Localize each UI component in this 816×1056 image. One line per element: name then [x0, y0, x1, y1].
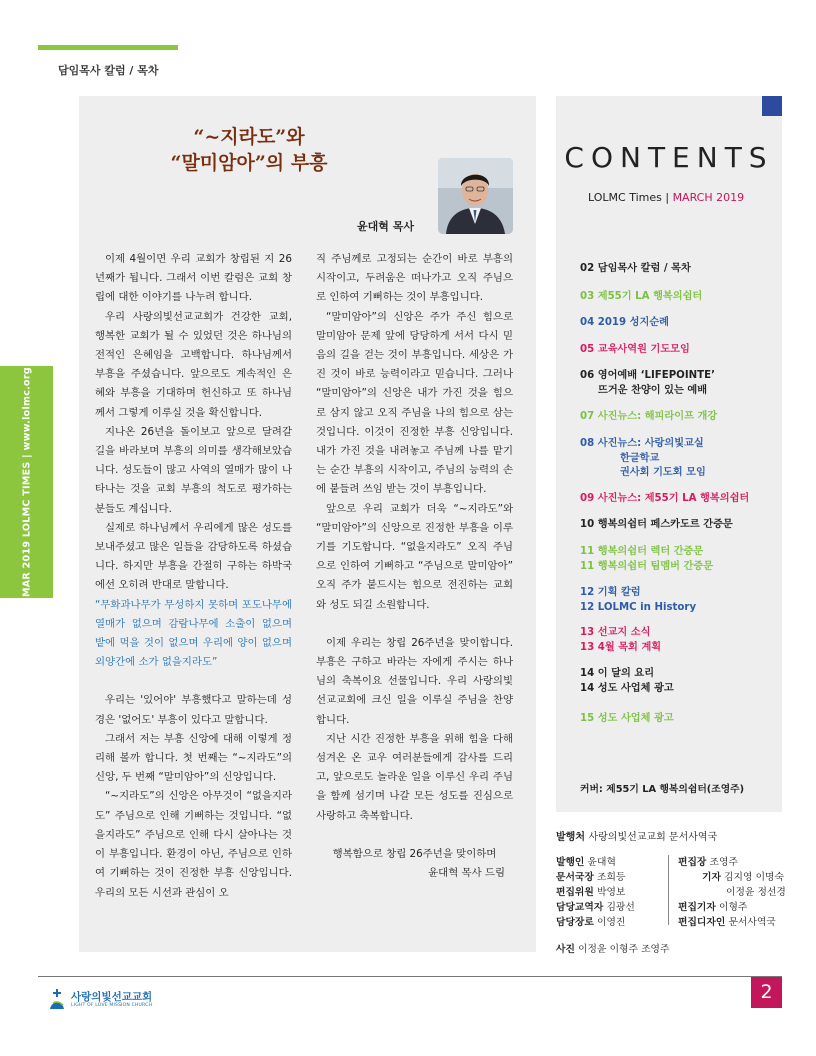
top-accent-bar [38, 45, 178, 50]
staff-row: 문서국장 조희등 [556, 872, 626, 883]
article-panel [79, 96, 536, 952]
article-title-line1: “~지라도”와 [193, 126, 305, 148]
side-tab-text: MAR 2019 LOLMC TIMES | www.lolmc.org [21, 367, 32, 597]
staff-row: 편집디자인 문서사역국 [678, 917, 776, 928]
staff-row: 담당교역자 김광선 [556, 902, 635, 913]
toc-item[interactable]: 11 행복의쉼터 렉터 간증문 11 행복의쉼터 팀멤버 간증문 [580, 546, 714, 572]
paragraph: 우리 사랑의빛선교교회가 건강한 교회, 행복한 교회가 될 수 있었던 것은 하나님의 전적인 은혜임을 고백합니다. 하나님께서 부흥을 주셨습니다. 앞으로도 계속적인 은혜와 부흥을 기대하며 헌신하고 또 하나님께서 그렇게 이루실 것을 확신합니다. [95, 310, 292, 419]
photo-credit: 사진 이정윤 이형주 조영주 [556, 944, 670, 955]
church-logo-icon [48, 988, 66, 1010]
accent-square [762, 96, 782, 116]
paragraph: 앞으로 우리 교회가 더욱 “~지라도”와 “말미암아”의 신앙으로 진정한 부흥을 이루기를 기도합니다. “없을지라도” 오직 주님으로 인하여 기뻐하고 “주님으로 말미암아” 오직 주가 붙드시는 힘으로 전진하는 교회와 성도 되길 소원합니다. [316, 502, 513, 611]
toc-item[interactable]: 02 담임목사 칼럼 / 목차 [580, 263, 691, 274]
staff-row: 편집장 조영주 [678, 857, 738, 868]
staff-list-left [556, 855, 635, 930]
staff-row: 편집기자 이형주 [678, 902, 748, 913]
author-photo [438, 158, 513, 234]
closing-signature: 윤대혁 목사 드림 [428, 867, 505, 880]
staff-row: 기자 김지영 이명숙 [702, 872, 784, 883]
toc-item[interactable]: 08 사진뉴스: 사랑의빛교실 한글학교 권사회 기도회 모임 [580, 438, 706, 478]
staff-row: 이정윤 정선경 [726, 887, 786, 898]
paragraph: 우리는 '있어야' 부흥했다고 말하는데 성경은 '없어도' 부흥이 있다고 말합니다. [95, 694, 292, 726]
toc-item[interactable]: 10 행복의쉼터 페스카도르 간증문 [580, 519, 733, 530]
issue-date: MARCH 2019 [672, 191, 745, 204]
toc-item[interactable]: 04 2019 성지순례 [580, 317, 669, 328]
paragraph: 지나온 26년을 돌이보고 앞으로 달려갈 길을 바라보며 부흥의 의미를 생각해보았습니다. 성도들이 많고 사역의 열매가 많이 나타나는 것을 교회 부흥의 척도로 평가하는 분들도 계십니다. [95, 425, 292, 515]
toc-item[interactable]: 05 교육사역원 기도모임 [580, 344, 690, 355]
logo-text: 사랑의빛선교교회 [71, 990, 153, 1003]
toc-item[interactable]: 15 성도 사업체 광고 [580, 713, 674, 724]
toc-item[interactable]: 03 제55기 LA 행복의쉼터 [580, 291, 703, 302]
staff-row: 담당장로 이영진 [556, 917, 626, 928]
article-column-right [316, 250, 513, 883]
toc-item[interactable]: 12 기획 칼럼 12 LOLMC in History [580, 587, 697, 613]
footer-rule [38, 976, 782, 977]
subtitle-separator: | [665, 191, 670, 204]
church-logo[interactable] [48, 988, 152, 1010]
paragraph: 지난 시간 진정한 부흥을 위해 힘을 다해 섬겨온 온 교우 여러분들에게 감사를 드리고, 앞으로도 놀라운 일을 이루신 우리 주님을 함께 섬기며 나갈 모든 성도를 진심으로 사랑하고 축복합니다. [316, 732, 513, 822]
closing-line: 행복함으로 창립 26주년을 맞이하며 [332, 847, 497, 860]
author-portrait-icon [438, 158, 513, 234]
paragraph: 이제 4월이면 우리 교회가 창립된 지 26년째가 됩니다. 그래서 이번 칼럼은 교회 창립에 대한 이야기를 나누려 합니다. [95, 253, 292, 304]
toc-item[interactable]: 14 이 달의 요리 14 성도 사업체 광고 [580, 668, 674, 694]
article-column-left [95, 250, 292, 903]
toc-item[interactable]: 13 선교지 소식 13 4월 목회 계획 [580, 627, 662, 653]
section-label: 담임목사 칼럼 / 목차 [58, 64, 159, 77]
side-tab [0, 366, 53, 598]
logo-subtext: LIGHT OF LOVE MISSION CHURCH [71, 1002, 153, 1008]
publication-name: LOLMC Times [588, 191, 662, 204]
contents-title: CONTENTS [564, 141, 774, 174]
contents-subtitle [588, 191, 744, 204]
toc-item[interactable]: 07 사진뉴스: 해피라이프 개강 [580, 411, 718, 422]
article-title-line2: “말미암아”의 부흥 [170, 152, 328, 174]
toc-item[interactable]: 06 영어예배 ‘LIFEPOINTE’ 뜨거운 찬양이 있는 예배 [580, 370, 715, 396]
article-title [79, 124, 419, 176]
toc-item[interactable]: 09 사진뉴스: 제55기 LA 행복의쉼터 [580, 493, 750, 504]
paragraph: 직 주님께로 고정되는 순간이 바로 부흥의 시작이고, 두려움은 떠나가고 오직 주님으로 인하여 기뻐하는 것이 부흥입니다. [316, 253, 513, 304]
staff-list-right [678, 855, 786, 930]
paragraph: 실제로 하나님께서 우리에게 많은 성도를 보내주셨고 많은 일들을 감당하도록 하셨습니다. 하지만 부흥을 간절히 구하는 하박국에선 오히려 반대로 말합니다. [95, 521, 292, 592]
paragraph: 그래서 저는 부흥 신앙에 대해 이렇게 정리해 볼까 합니다. 첫 번째는 “~지라도”의 신앙, 두 번째 “말미암아”의 신앙입니다. [95, 732, 292, 784]
scripture-quote: “무화과나무가 무성하지 못하며 포도나무에 열매가 없으며 감람나무에 소출이 없으며 밭에 먹을 것이 없으며 우리에 양이 없으며 외양간에 소가 없을지라도” [95, 598, 292, 669]
page-number: 2 [751, 977, 782, 1008]
publisher-line: 발행처 사랑의빛선교교회 문서사역국 [556, 832, 718, 843]
paragraph: “말미암아”의 신앙은 주가 주신 힘으로 말미암아 문제 앞에 당당하게 서서 다시 믿음의 길을 걷는 것이 부흥입니다. 세상은 가진 것이 바로 능력이라고 믿습니다. 그러나 “말미암아”의 신앙은 내가 가진 것을 힘으로 삼지 않고 오직 주님을 나의 힘으로 삼는 것입니다. 이것이 진정한 부흥 신앙입니다. 내가 가진 것을 내려놓고 주님께 나를 맡기는 순간 부흥의 시작이고, 주님의 능력의 손에 붙들려 쓰임 받는 것이 부흥입니다. [316, 310, 513, 496]
staff-row: 발행인 윤대혁 [556, 857, 616, 868]
cover-credit: 커버: 제55기 LA 행복의쉼터(조영주) [580, 784, 745, 795]
paragraph: 이제 우리는 창립 26주년을 맞이합니다. 부흥은 구하고 바라는 자에게 주시는 하나님의 축복이요 선물입니다. 우리 사랑의빛선교교회에 크신 일을 이루실 주님을 찬양합니다. [316, 636, 513, 726]
staff-row: 편집위원 박영보 [556, 887, 626, 898]
article-byline: 윤대혁 목사 [357, 220, 414, 233]
masthead-divider [668, 855, 669, 925]
paragraph: “~지라도”의 신앙은 아무것이 “없을지라도” 주님으로 인해 기뻐하는 것입니다. “없을지라도” 주님으로 인해 다시 살아나는 것이 부흥입니다. 환경이 아닌, 주님으로 인하여 기뻐하는 것이 진정한 부흥 신앙입니다. 우리의 모든 시선과 관심이 오 [95, 790, 292, 899]
